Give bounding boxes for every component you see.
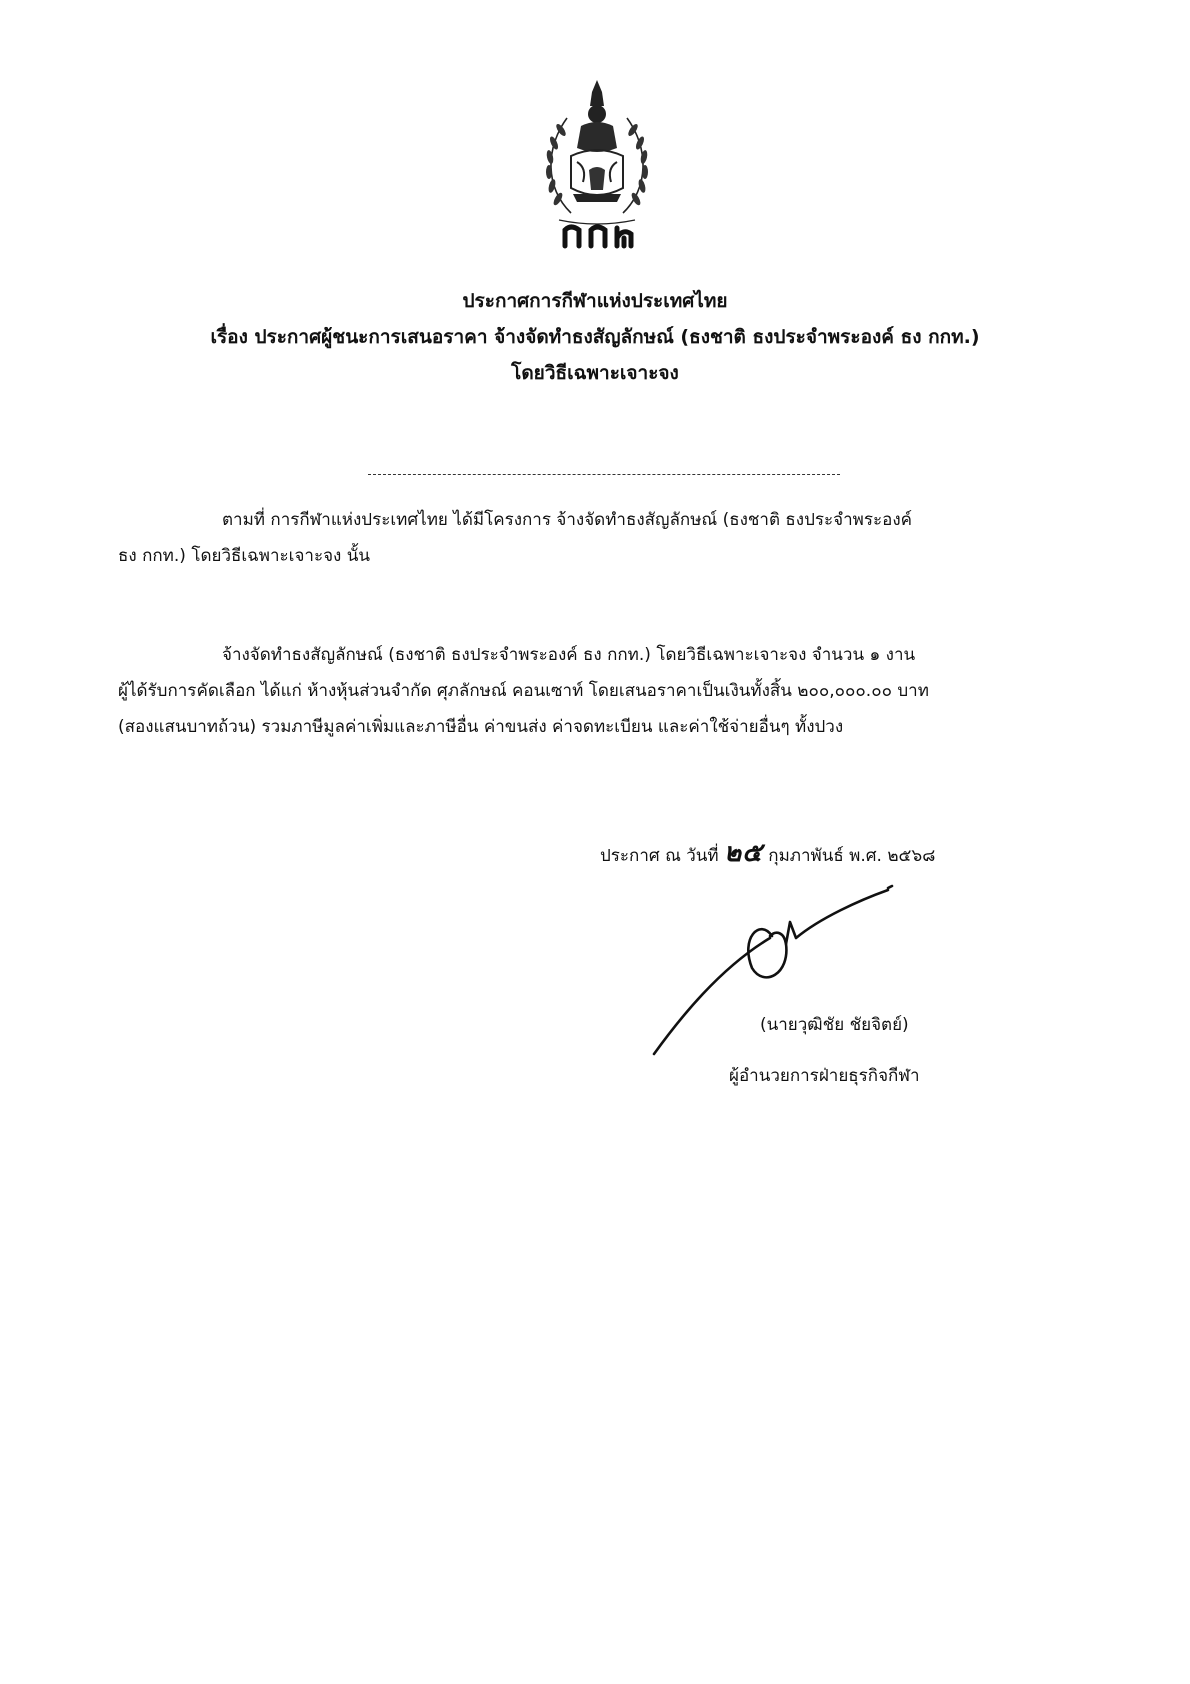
date-month-year: กุมภาพันธ์ พ.ศ. ๒๕๖๘	[768, 846, 936, 866]
date-prefix: ประกาศ ณ วันที่	[600, 846, 719, 866]
paragraph1-line2: ธง กกท.) โดยวิธีเฉพาะเจาะจง นั้น	[118, 546, 370, 566]
title-method: โดยวิธีเฉพาะเจาะจง	[511, 362, 679, 384]
divider-line	[368, 474, 840, 475]
document-title	[150, 283, 1040, 391]
title-organization: ประกาศการกีฬาแห่งประเทศไทย	[462, 290, 728, 312]
paragraph2-line3: (สองแสนบาทถ้วน) รวมภาษีมูลค่าเพิ่มและภาษีอื่น ค่าขนส่ง ค่าจดทะเบียน และค่าใช้จ่ายอื่นๆ ทั้งปวง	[118, 717, 844, 737]
paragraph1-line1: ตามที่ การกีฬาแห่งประเทศไทย ได้มีโครงการ จ้างจัดทำธงสัญลักษณ์ (ธงชาติ ธงประจำพระองค์	[222, 510, 912, 530]
announcement-date	[600, 835, 935, 874]
paragraph2-line1: จ้างจัดทำธงสัญลักษณ์ (ธงชาติ ธงประจำพระองค์ ธง กกท.) โดยวิธีเฉพาะเจาะจง จำนวน ๑ งาน	[222, 645, 916, 665]
signer-name: (นายวุฒิชัย ชัยจิตย์)	[760, 1015, 909, 1035]
date-day-handwritten: ๒๕	[724, 838, 763, 868]
paragraph-winner-details	[118, 637, 1078, 745]
paragraph-project-intro	[118, 502, 1078, 574]
paragraph2-line2: ผู้ได้รับการคัดเลือก ได้แก่ ห้างหุ้นส่วนจำกัด ศุภลักษณ์ คอนเซาท์ โดยเสนอราคาเป็นเงินทั้งสิ้น ๒๐๐,๐๐๐.๐๐ บาท	[118, 681, 929, 701]
title-subject: เรื่อง ประกาศผู้ชนะการเสนอราคา จ้างจัดทำธงสัญลักษณ์ (ธงชาติ ธงประจำพระองค์ ธง กกท.)	[210, 326, 980, 348]
sports-authority-emblem-icon	[537, 78, 657, 253]
signer-position: ผู้อำนวยการฝ่ายธุรกิจกีฬา	[729, 1066, 920, 1086]
